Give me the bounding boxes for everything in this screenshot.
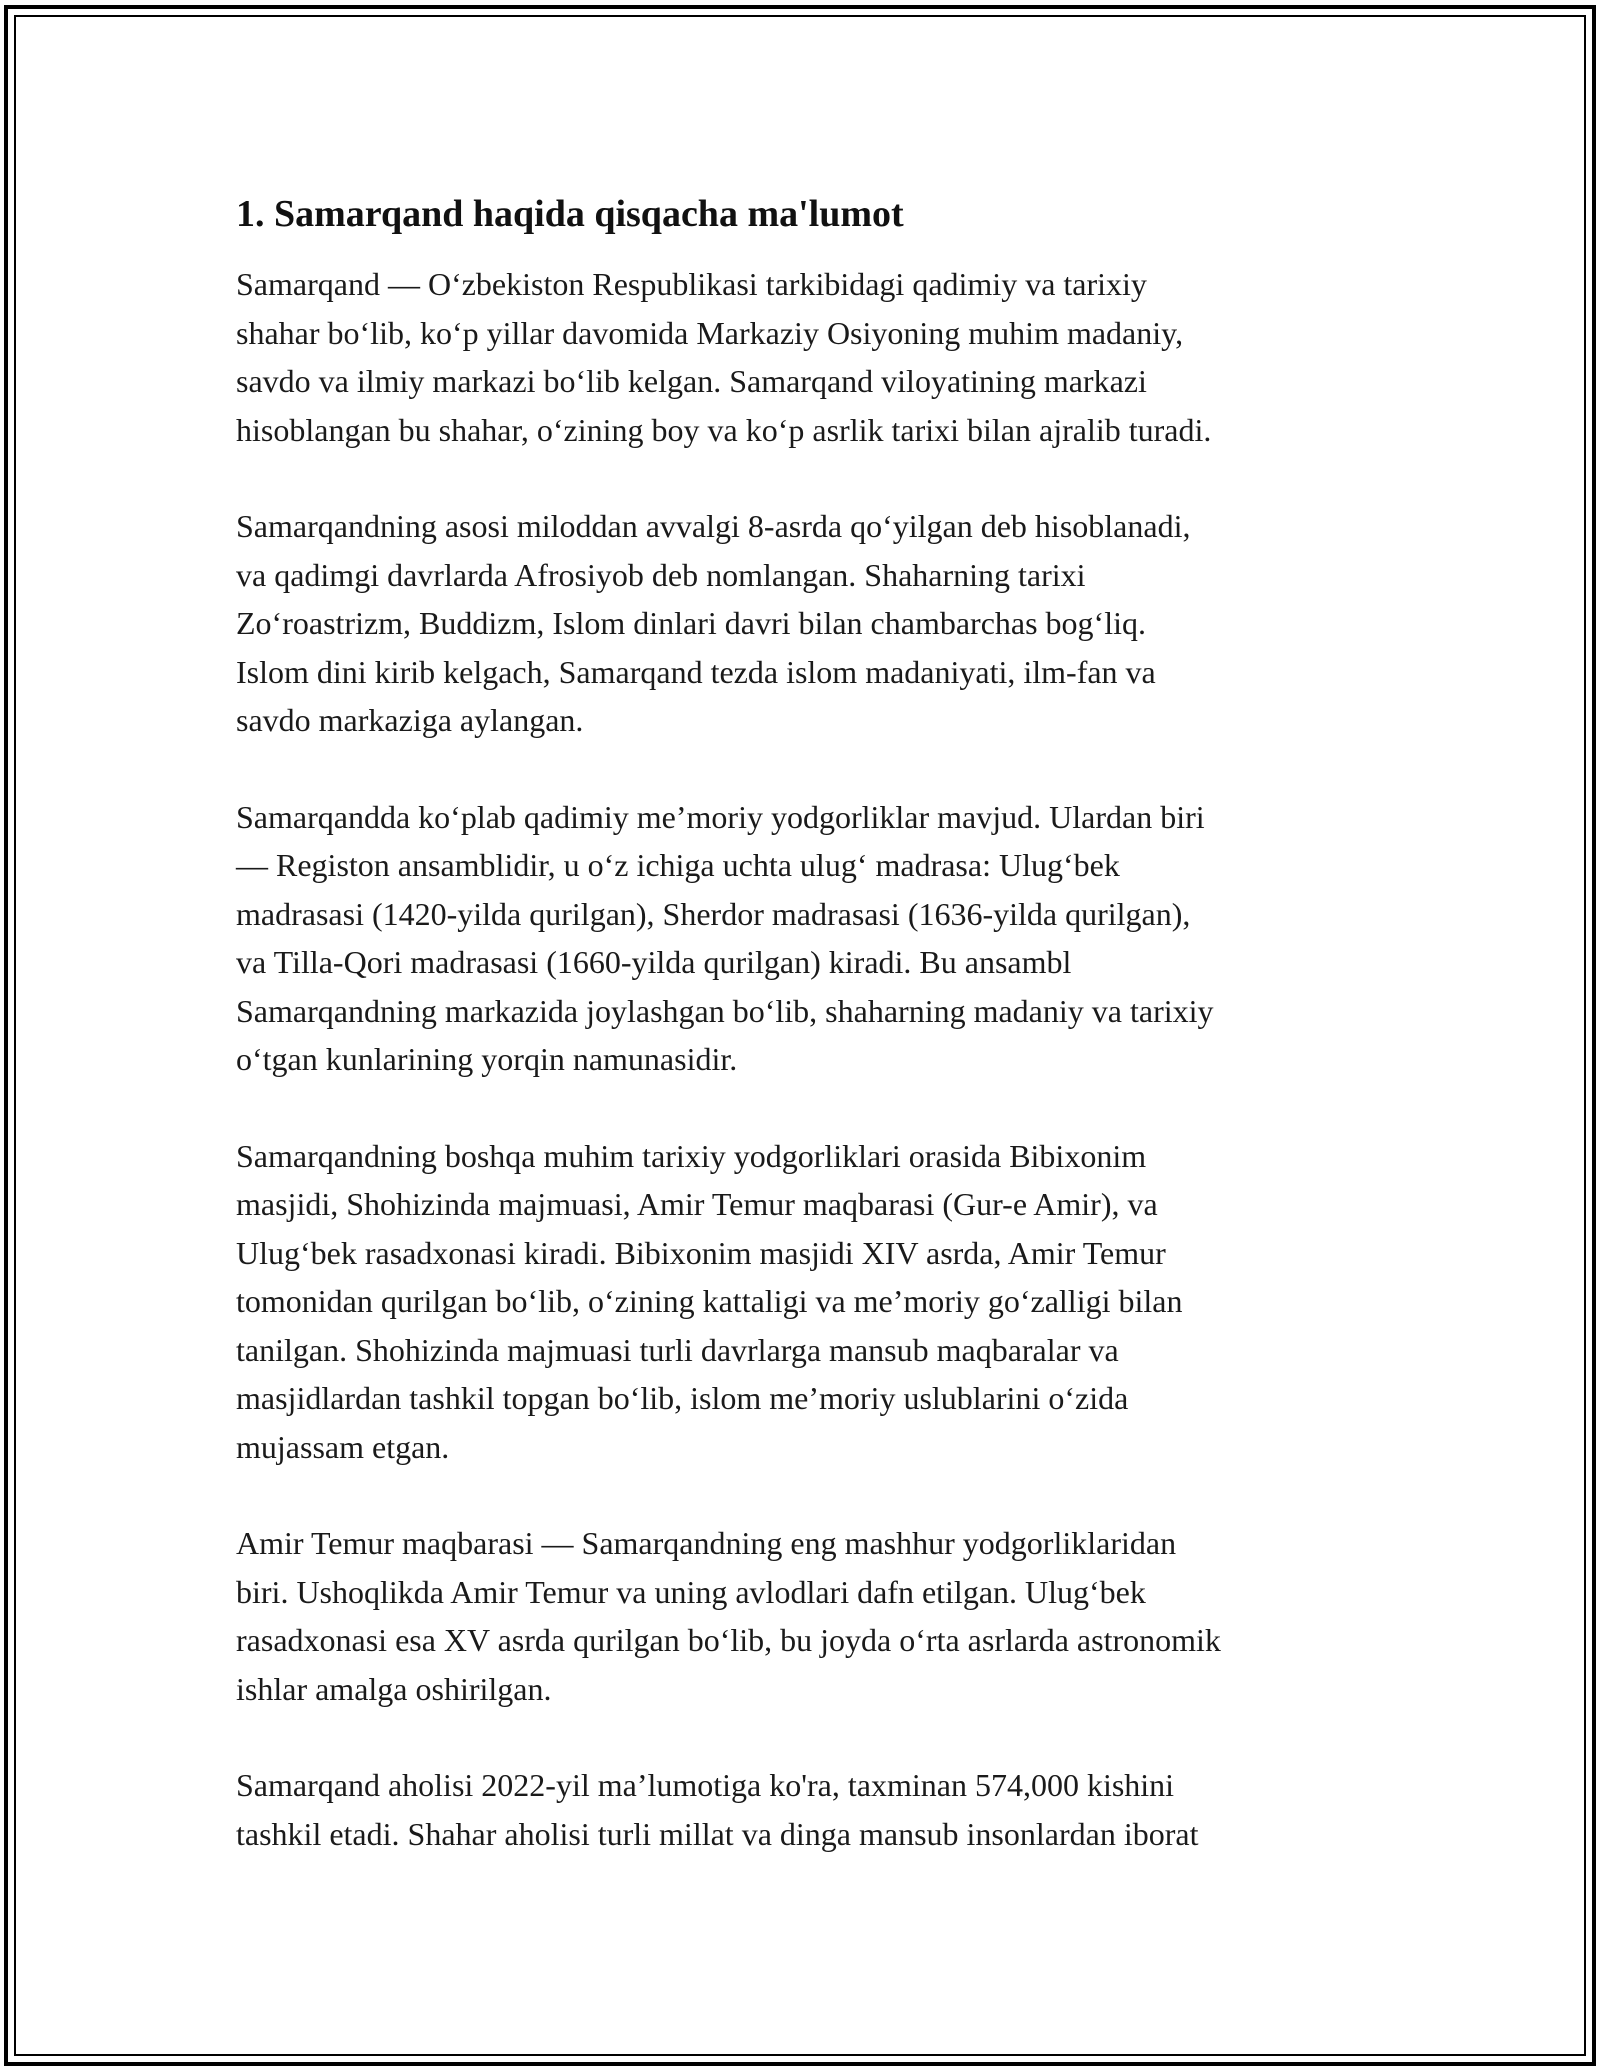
paragraph-monuments <box>236 1132 1366 1472</box>
paragraph-line: — Registon ansamblidir, u o‘z ichiga uchta ulug‘ madrasa: Ulug‘bek <box>236 847 1120 883</box>
paragraph-line: shahar bo‘lib, ko‘p yillar davomida Markaziy Osiyoning muhim madaniy, <box>236 314 1184 351</box>
paragraph-line: Samarqand aholisi 2022-yil ma’lumotiga ko'ra, taxminan 574,000 kishini <box>236 1767 1175 1803</box>
document-body <box>236 186 1366 1858</box>
paragraph-line: savdo va ilmiy markazi bo‘lib kelgan. Samarqand viloyatining markazi <box>236 363 1147 399</box>
paragraph-line: mujassam etgan. <box>236 1428 450 1465</box>
paragraph-line: tomonidan qurilgan bo‘lib, o‘zining kattaligi va me’moriy go‘zalligi bilan <box>236 1283 1183 1319</box>
paragraph-history <box>236 502 1366 745</box>
paragraph-line: Amir Temur maqbarasi — Samarqandning eng mashhur yodgorliklaridan <box>236 1525 1177 1561</box>
paragraph-line: Zo‘roastrizm, Buddizm, Islom dinlari davri bilan chambarchas bog‘liq. <box>236 605 1146 641</box>
paragraph-line: masjidi, Shohizinda majmuasi, Amir Temur maqbarasi (Gur-e Amir), va <box>236 1186 1158 1222</box>
paragraph-intro <box>236 260 1366 454</box>
paragraph-line: rasadxonasi esa XV asrda qurilgan bo‘lib, bu joyda o‘rta asrlarda astronomik <box>236 1622 1221 1658</box>
paragraph-line: Samarqandning markazida joylashgan bo‘lib, shaharning madaniy va tarixiy <box>236 992 1214 1029</box>
paragraph-line: masjidlardan tashkil topgan bo‘lib, islom me’moriy uslublarini o‘zida <box>236 1380 1129 1416</box>
paragraph-line: Samarqand — O‘zbekiston Respublikasi tarkibidagi qadimiy va tarixiy <box>236 266 1147 302</box>
paragraph-line: ishlar amalga oshirilgan. <box>236 1670 552 1707</box>
paragraph-gur-e-amir <box>236 1519 1366 1713</box>
paragraph-line: Ulug‘bek rasadxonasi kiradi. Bibixonim masjidi XIV asrda, Amir Temur <box>236 1234 1166 1271</box>
paragraph-line: va qadimgi davrlarda Afrosiyob deb nomlangan. Shaharning tarixi <box>236 556 1086 593</box>
paragraph-line: tashkil etadi. Shahar aholisi turli millat va dinga mansub insonlardan iborat <box>236 1815 1199 1852</box>
paragraph-line: Samarqandda ko‘plab qadimiy me’moriy yodgorliklar mavjud. Ulardan biri <box>236 798 1205 835</box>
paragraph-line: Samarqandning boshqa muhim tarixiy yodgorliklari orasida Bibixonim <box>236 1137 1147 1174</box>
paragraph-population <box>236 1761 1366 1858</box>
paragraph-line: savdo markaziga aylangan. <box>236 702 584 738</box>
paragraph-line: hisoblangan bu shahar, o‘zining boy va ko‘p asrlik tarixi bilan ajralib turadi. <box>236 411 1212 448</box>
document-title: 1. Samarqand haqida qisqacha ma'lumot <box>236 193 904 235</box>
paragraph-line: Islom dini kirib kelgach, Samarqand tezda islom madaniyati, ilm-fan va <box>236 653 1156 690</box>
paragraph-line: madrasasi (1420-yilda qurilgan), Sherdor madrasasi (1636-yilda qurilgan), <box>236 895 1191 932</box>
paragraph-line: tanilgan. Shohizinda majmuasi turli davrlarga mansub maqbaralar va <box>236 1331 1119 1368</box>
paragraph-line: Samarqandning asosi miloddan avvalgi 8-asrda qo‘yilgan deb hisoblanadi, <box>236 508 1191 544</box>
paragraph-registan <box>236 793 1366 1084</box>
paragraph-line: va Tilla-Qori madrasasi (1660-yilda qurilgan) kiradi. Bu ansambl <box>236 944 1072 980</box>
paragraph-line: o‘tgan kunlarining yorqin namunasidir. <box>236 1041 738 1077</box>
paragraph-line: biri. Ushoqlikda Amir Temur va uning avlodlari dafn etilgan. Ulug‘bek <box>236 1573 1146 1610</box>
